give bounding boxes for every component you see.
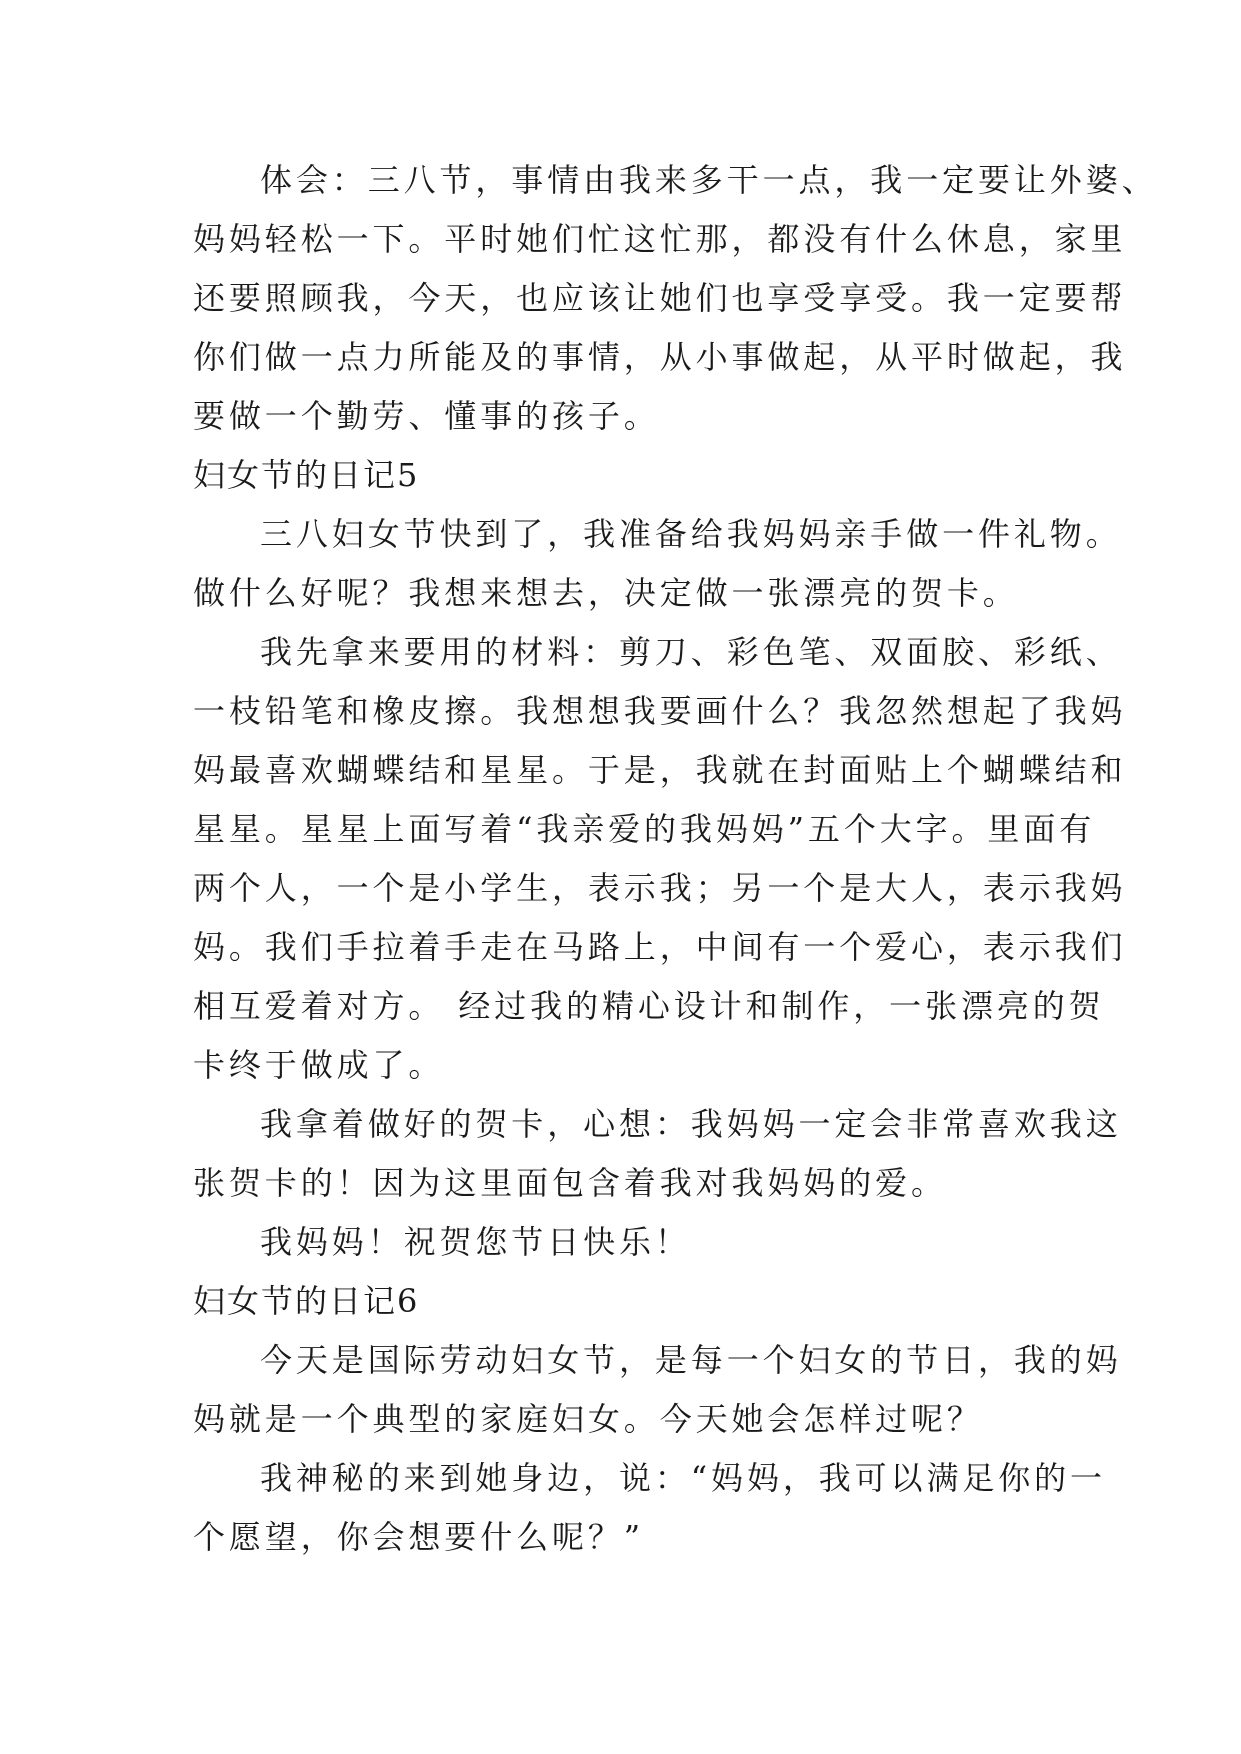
paragraph-line: 做什么好呢？我想来想去，决定做一张漂亮的贺卡。 (193, 574, 1019, 612)
paragraph-line: 体会：三八节，事情由我来多干一点，我一定要让外婆、 (260, 161, 1158, 199)
paragraph-line: 我先拿来要用的材料：剪刀、彩色笔、双面胶、彩纸、 (260, 633, 1122, 671)
paragraph-line: 星星。星星上面写着“我亲爱的我妈妈”五个大字。里面有 (193, 810, 1096, 848)
paragraph-line: 还要照顾我，今天，也应该让她们也享受享受。我一定要帮 (193, 279, 1127, 317)
paragraph-line: 相互爱着对方。 经过我的精心设计和制作，一张漂亮的贺 (193, 987, 1105, 1025)
paragraph-line: 妈妈轻松一下。平时她们忙这忙那，都没有什么休息，家里 (193, 220, 1127, 258)
paragraph-line: 妈最喜欢蝴蝶结和星星。于是，我就在封面贴上个蝴蝶结和 (193, 751, 1127, 789)
paragraph-line: 一枝铅笔和橡皮擦。我想想我要画什么？我忽然想起了我妈 (193, 692, 1127, 730)
paragraph-line: 两个人，一个是小学生，表示我；另一个是大人，表示我妈 (193, 869, 1127, 907)
section-heading: 妇女节的日记5 (193, 456, 420, 494)
paragraph-line: 要做一个勤劳、懂事的孩子。 (193, 397, 660, 435)
paragraph-line: 我妈妈！祝贺您节日快乐！ (260, 1223, 691, 1261)
paragraph-line: 妈。我们手拉着手走在马路上，中间有一个爱心，表示我们 (193, 928, 1127, 966)
paragraph-line: 你们做一点力所能及的事情，从小事做起，从平时做起，我 (193, 338, 1127, 376)
section-heading: 妇女节的日记6 (193, 1282, 420, 1320)
paragraph-line: 今天是国际劳动妇女节，是每一个妇女的节日，我的妈 (260, 1341, 1122, 1379)
paragraph-line: 卡终于做成了。 (193, 1046, 445, 1084)
paragraph-line: 三八妇女节快到了，我准备给我妈妈亲手做一件礼物。 (260, 515, 1122, 553)
paragraph-line: 个愿望，你会想要什么呢？” (193, 1518, 645, 1556)
paragraph-line: 我神秘的来到她身边，说：“妈妈，我可以满足你的一 (260, 1459, 1106, 1497)
paragraph-line: 妈就是一个典型的家庭妇女。今天她会怎样过呢？ (193, 1400, 983, 1438)
paragraph-line: 张贺卡的！因为这里面包含着我对我妈妈的爱。 (193, 1164, 947, 1202)
paragraph-line: 我拿着做好的贺卡，心想：我妈妈一定会非常喜欢我这 (260, 1105, 1122, 1143)
